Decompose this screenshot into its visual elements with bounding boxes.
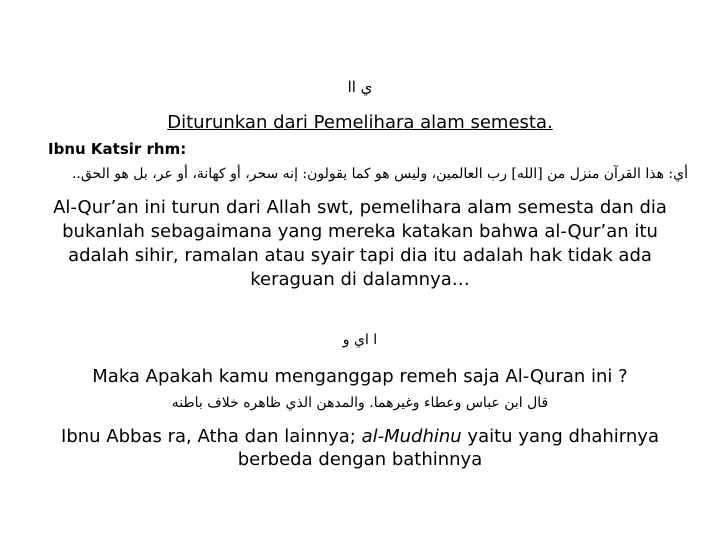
tafsir-arabic-text: أي: هذا القرآن منزل من [الله] رب العالمين، وليس هو كما يقولون: إنه سحر، أو كهانة، أو عر، بل هو الحق.. (71, 166, 688, 182)
verse-arabic: ا اي و (342, 332, 378, 348)
explanation-text (40, 425, 680, 471)
tafsir-translation: Al-Qur’an ini turun dari Allah swt, pemelihara alam semesta dan dia bukanlah sebagaimana yang mereka katakan bahwa al-Qur’an itu adalah sihir, ramalan atau syair tapi dia itu adalah hak tidak ada keraguan di dalamnya… (53, 197, 667, 290)
subtitle: Diturunkan dari Pemelihara alam semesta. (167, 112, 553, 133)
question-text: Maka Apakah kamu menganggap remeh saja Al-Quran ini ? (92, 366, 628, 387)
quote-arabic: قال ابن عباس وعطاء وغيرهما. والمدهن الذي ظاهره خلاف باطنه (171, 395, 549, 411)
source-label: Ibnu Katsir rhm: (48, 140, 187, 158)
explanation-term: al-Mudhinu (361, 426, 462, 447)
explanation-prefix: Ibnu Abbas ra, Atha dan lainnya; (61, 426, 362, 447)
arabic-heading: ي اا (347, 78, 373, 96)
explanation-suffix: yaitu yang dhahirnya berbeda dengan bathinnya (237, 426, 659, 470)
